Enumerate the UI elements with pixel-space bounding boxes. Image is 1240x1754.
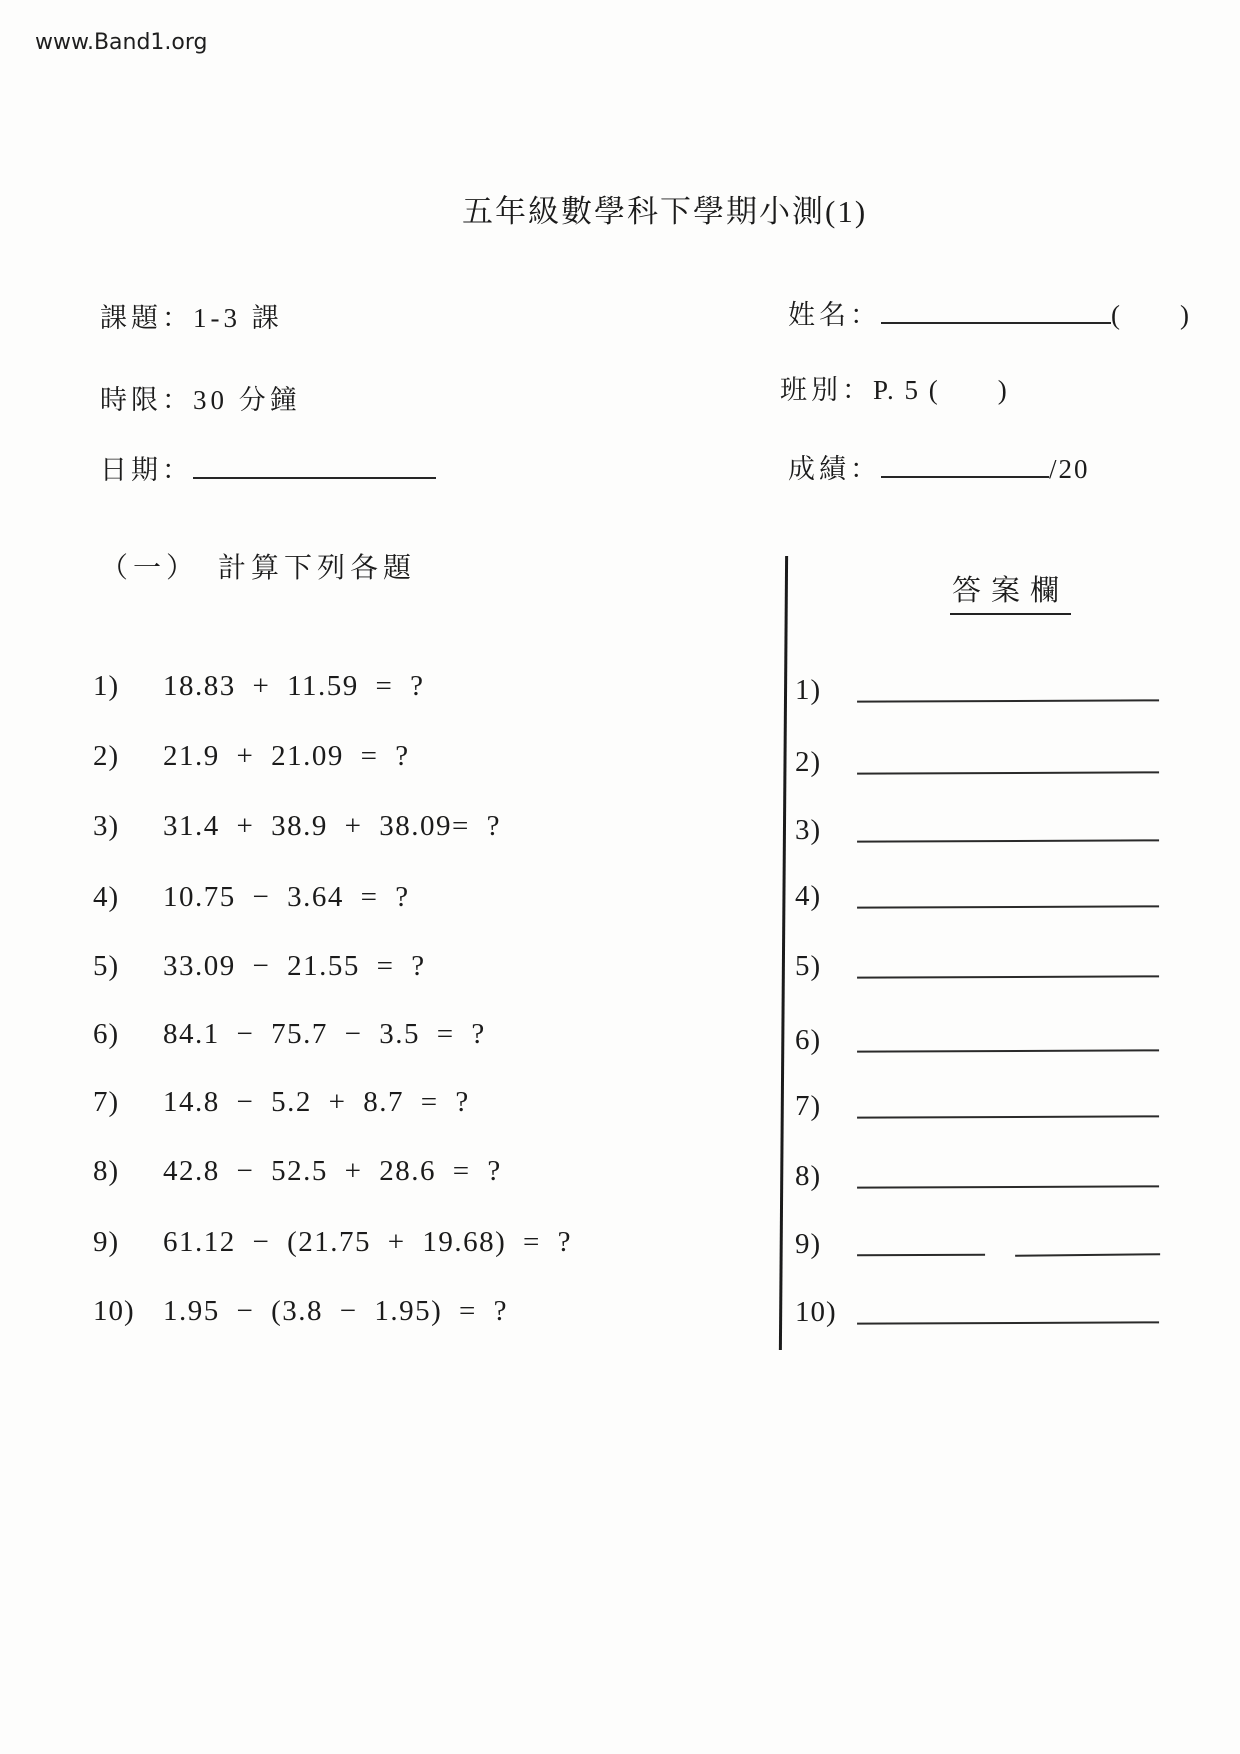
name-blank-line: [881, 294, 1111, 324]
answer-line: [857, 813, 1159, 842]
question-expression: 18.83 + 11.59 = ?: [163, 670, 425, 702]
name-suffix: ( ): [1111, 300, 1191, 330]
answer-number: 2): [795, 746, 822, 778]
answer-number: 9): [795, 1228, 822, 1260]
question-row-2: [93, 740, 410, 773]
answer-row-10: [795, 1296, 1159, 1329]
answer-line: [857, 949, 1159, 978]
date-field: [100, 448, 436, 487]
answer-number: 3): [795, 814, 822, 846]
answer-number: 4): [795, 880, 822, 912]
score-total: /20: [1049, 454, 1090, 484]
question-number: 2): [93, 740, 120, 772]
question-row-3: [93, 810, 501, 843]
answer-number: 10): [795, 1296, 837, 1328]
question-expression: 10.75 − 3.64 = ?: [163, 881, 410, 913]
answer-line: [857, 1159, 1159, 1188]
time-limit-field: [100, 378, 301, 417]
answer-line: [857, 1089, 1159, 1118]
answer-line-segment: [857, 1228, 985, 1257]
question-row-10: [93, 1295, 508, 1328]
answer-row-4: [795, 880, 1159, 913]
watermark: www.Band1.org: [35, 30, 208, 55]
answer-line: [857, 1295, 1159, 1324]
topic-field: [100, 296, 283, 335]
answer-line: [857, 673, 1159, 702]
question-expression: 61.12 − (21.75 + 19.68) = ?: [163, 1226, 573, 1258]
name-field: [788, 293, 1191, 332]
question-row-9: [93, 1226, 572, 1259]
page-title: 五年級數學科下學期小測(1): [462, 194, 868, 229]
question-expression: 14.8 − 5.2 + 8.7 = ?: [163, 1086, 470, 1118]
answer-number: 5): [795, 950, 822, 982]
question-number: 10): [93, 1295, 135, 1327]
answer-number: 1): [795, 674, 822, 706]
question-expression: 84.1 − 75.7 − 3.5 = ?: [163, 1018, 486, 1050]
question-expression: 1.95 − (3.8 − 1.95) = ?: [163, 1295, 509, 1327]
class-field: [780, 368, 1009, 407]
answer-row-8: [795, 1160, 1159, 1193]
answer-column-title: 答案欄: [950, 568, 1071, 615]
answer-line-segment: [1015, 1227, 1160, 1257]
question-expression: 31.4 + 38.9 + 38.09= ?: [163, 810, 501, 842]
answer-number: 7): [795, 1090, 822, 1122]
question-number: 3): [93, 810, 120, 842]
answer-row-1: [795, 674, 1159, 707]
question-number: 4): [93, 881, 120, 913]
question-number: 7): [93, 1086, 120, 1118]
question-row-6: [93, 1018, 486, 1051]
answer-row-6: [795, 1024, 1159, 1057]
score-blank-line: [881, 448, 1049, 478]
answer-number: 8): [795, 1160, 822, 1192]
section-one-heading: （一） 計算下列各題: [100, 553, 417, 584]
question-row-1: [93, 670, 425, 703]
answer-line: [857, 745, 1159, 774]
question-expression: 42.8 − 52.5 + 28.6 = ?: [163, 1155, 502, 1187]
question-number: 9): [93, 1226, 120, 1258]
question-number: 6): [93, 1018, 120, 1050]
answer-line: [857, 879, 1159, 908]
date-blank-line: [193, 449, 436, 479]
question-expression: 21.9 + 21.09 = ?: [163, 740, 410, 772]
question-row-4: [93, 881, 410, 914]
time-limit-label: 時限：: [100, 385, 193, 415]
class-value: P. 5 ( ): [873, 375, 1009, 405]
question-row-7: [93, 1086, 470, 1119]
question-row-8: [93, 1155, 502, 1188]
answer-row-2: [795, 746, 1159, 779]
question-number: 1): [93, 670, 120, 702]
question-number: 5): [93, 950, 120, 982]
topic-value: 1-3 課: [193, 303, 283, 333]
answer-row-5: [795, 950, 1159, 983]
time-limit-value: 30 分鐘: [193, 385, 301, 415]
answer-column-divider: [779, 556, 788, 1350]
answer-row-9: [795, 1228, 1160, 1261]
date-label: 日期：: [100, 455, 193, 485]
answer-line: [857, 1023, 1159, 1052]
question-expression: 33.09 − 21.55 = ?: [163, 950, 426, 982]
score-field: [788, 447, 1090, 486]
question-row-5: [93, 950, 426, 983]
answer-number: 6): [795, 1024, 822, 1056]
score-label: 成績：: [788, 454, 881, 484]
answer-row-7: [795, 1090, 1159, 1123]
class-label: 班別：: [780, 375, 873, 405]
answer-row-3: [795, 814, 1159, 847]
name-label: 姓名：: [788, 300, 881, 330]
topic-label: 課題：: [100, 303, 193, 333]
question-number: 8): [93, 1155, 120, 1187]
